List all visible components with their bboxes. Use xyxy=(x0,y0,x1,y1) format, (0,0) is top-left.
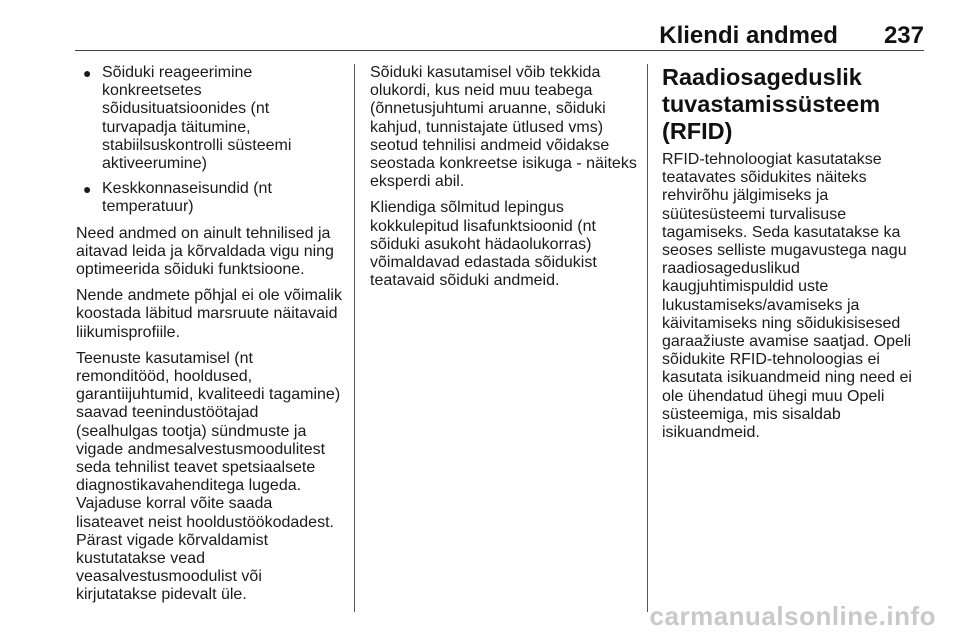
paragraph: Teenuste kasutamisel (nt remonditööd, hooldused, garantiijuhtumid, kvaliteedi tagamine) saavad teenindustöötajad (sealhulgas tootja) sündmuste ja vigade andmesalvestusmoodulitest seda tehnilist teavet spetsiaalsete diagnostikavahenditega lugeda. Vajaduse korral võite saada lisateavet neist hooldustöökodadest. Pärast vigade kõrvaldamist kustutatakse vead veasalvestusmoodulist või kirjutatakse pidevalt üle. xyxy=(76,349,341,604)
paragraph: Sõiduki kasutamisel võib tekkida olukordi, kus neid muu teabega (õnnetusjuhtumi aruanne, sõiduki kahjud, tunnistajate ütlused vms) seotud tehnilisi andmeid võidakse seostada konkreetse isikuga - näiteks eksperdi abil. xyxy=(370,64,637,191)
section-heading: Raadiosageduslik tuvastamissüsteem (RFID) xyxy=(662,64,881,144)
column-divider xyxy=(354,64,355,612)
bullet-list xyxy=(76,64,344,217)
bullet-icon: ● xyxy=(83,65,92,81)
page-header xyxy=(659,22,924,50)
column-1 xyxy=(76,64,344,613)
paragraph: Nende andmete põhjal ei ole võimalik koostada läbitud marsruute näitavaid liikumisprofiile. xyxy=(76,287,342,341)
paragraph: RFID-tehnoloogiat kasutatakse teatavates sõidukites näiteks rehvirõhu jälgimiseks ja süütesüsteemi turvalisuse tagamiseks. Seda kasutatakse ka seoses selliste mugavustega nagu raadiosageduslikud kaugjuhtimispuldid uste lukustamiseks/avamiseks ja käivitamiseks ning sõidukisisesed garaažiuste avamise saatjad. Opeli sõidukite RFID-tehnoloogias ei kasutata isikuandmeid ning need ei ole ühendatud ühegi muu Opeli süsteemiga, mis sisaldab isikuandmeid. xyxy=(662,151,912,442)
page-number: 237 xyxy=(883,22,924,49)
bullet-icon: ● xyxy=(83,181,92,198)
section-title: Kliendi andmed xyxy=(659,22,838,49)
paragraph: Kliendiga sõlmitud lepingus kokkulepitud lisafunktsioonid (nt sõiduki asukoht hädaolukorras) võimaldavad edastada sõidukist teatavaid sõiduki andmeid. xyxy=(370,199,597,290)
list-item xyxy=(76,180,344,216)
list-item-text: Keskkonnaseisundid (nt temperatuur) xyxy=(102,180,272,216)
list-item xyxy=(76,64,344,173)
list-item-text: Sõiduki reageerimine konkreetsetes sõidusituatsioonides (nt turvapadja täitumine, stabiilsuskontrolli süsteemi aktiveerumine) xyxy=(102,64,292,173)
column-3 xyxy=(662,64,924,450)
header-divider xyxy=(75,50,924,51)
watermark: carmanualsonline.info xyxy=(649,601,936,631)
paragraph: Need andmed on ainult tehnilised ja aitavad leida ja kõrvaldada vigu ning optimeerida sõiduki funktsioone. xyxy=(76,224,334,279)
column-divider xyxy=(647,64,648,612)
column-2 xyxy=(370,64,638,298)
